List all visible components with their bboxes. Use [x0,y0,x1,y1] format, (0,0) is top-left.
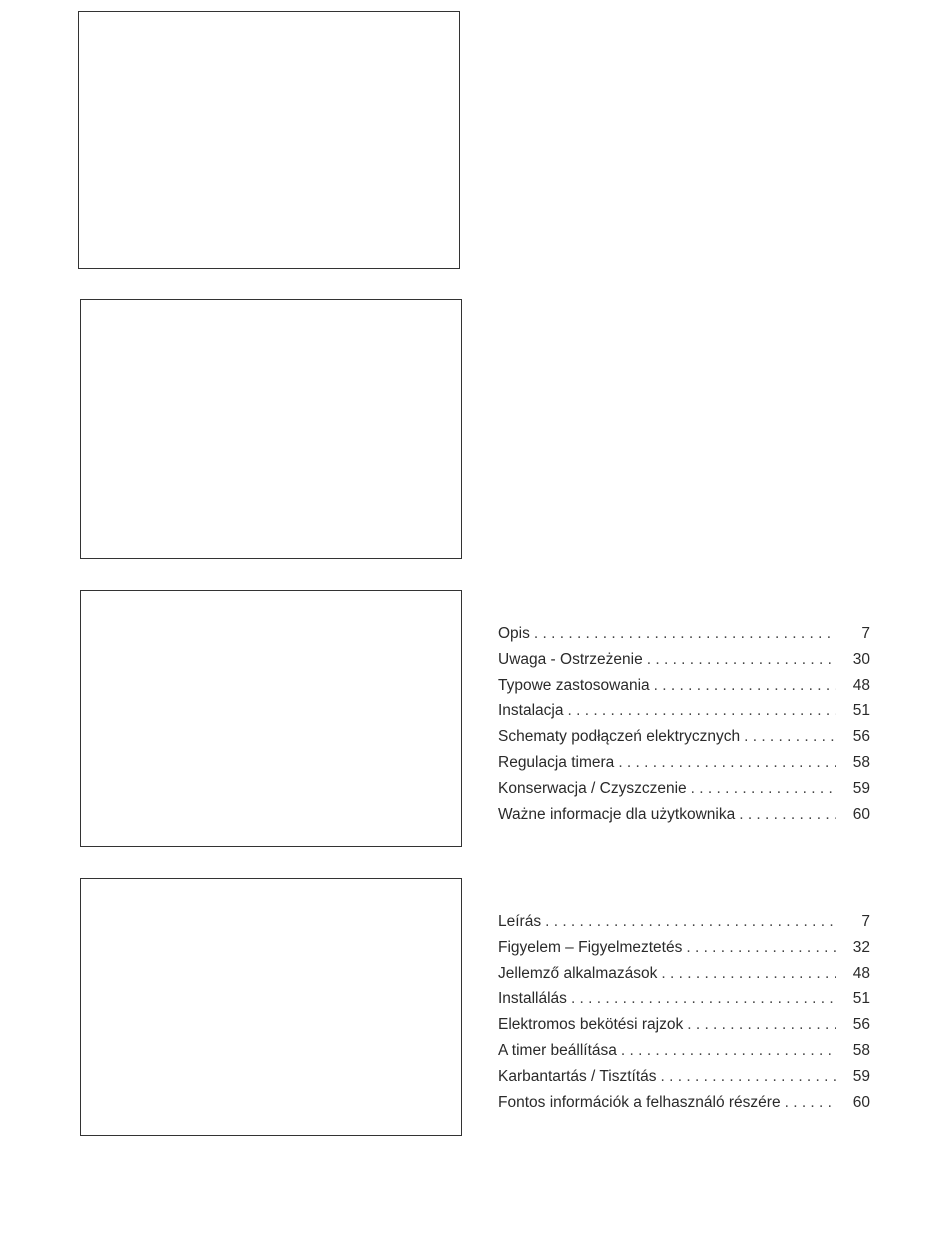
toc-dot-leader [545,909,836,935]
toc-entry-title: Installálás [498,986,571,1012]
toc-entry-title: Schematy podłączeń elektrycznych [498,724,744,750]
table-of-contents-polish [498,621,870,827]
toc-entry-title: Fontos információk a felhasználó részére [498,1090,785,1116]
toc-entry[interactable] [498,909,870,935]
toc-entry[interactable] [498,961,870,987]
toc-dot-leader [618,750,836,776]
toc-entry-page: 59 [852,779,870,797]
toc-entry[interactable] [498,1038,870,1064]
toc-dot-leader [687,1012,836,1038]
toc-entry-page: 32 [852,938,870,956]
toc-entry-page: 30 [852,650,870,668]
toc-dot-leader [621,1038,836,1064]
toc-entry-title: Elektromos bekötési rajzok [498,1012,687,1038]
toc-entry-page: 56 [852,728,870,746]
toc-entry-page: 7 [861,625,870,642]
toc-dot-leader [744,724,836,750]
toc-entry[interactable] [498,802,870,828]
toc-entry-title: Instalacja [498,698,567,724]
toc-dot-leader [534,621,836,647]
toc-entry-title: Typowe zastosowania [498,673,654,699]
toc-entry-page: 58 [852,753,870,771]
toc-entry-page: 56 [852,1016,870,1034]
toc-entry[interactable] [498,621,870,647]
toc-entry[interactable] [498,1064,870,1090]
toc-entry-title: Regulacja timera [498,750,618,776]
image-frame-1 [78,11,460,269]
toc-entry-page: 51 [852,990,870,1008]
toc-entry[interactable] [498,1012,870,1038]
toc-entry[interactable] [498,673,870,699]
toc-dot-leader [567,698,836,724]
toc-entry-title: Ważne informacje dla użytkownika [498,802,739,828]
table-of-contents-hungarian [498,909,870,1115]
toc-entry[interactable] [498,776,870,802]
image-frame-3 [80,590,462,847]
toc-entry-page: 48 [852,964,870,982]
toc-entry-title: Opis [498,621,534,647]
toc-dot-leader [691,776,836,802]
toc-dot-leader [661,1064,836,1090]
toc-dot-leader [739,802,836,828]
toc-entry[interactable] [498,935,870,961]
toc-entry[interactable] [498,724,870,750]
toc-dot-leader [785,1090,836,1116]
toc-entry-title: Konserwacja / Czyszczenie [498,776,691,802]
toc-entry[interactable] [498,750,870,776]
toc-entry-title: Leírás [498,909,545,935]
toc-entry-page: 60 [852,1093,870,1111]
toc-dot-leader [654,673,836,699]
toc-dot-leader [571,986,836,1012]
toc-entry-title: Figyelem – Figyelmeztetés [498,935,686,961]
image-frame-4 [80,878,462,1136]
toc-entry-title: A timer beállítása [498,1038,621,1064]
toc-dot-leader [647,647,836,673]
toc-entry[interactable] [498,647,870,673]
toc-entry-page: 51 [852,702,870,720]
toc-entry[interactable] [498,1090,870,1116]
toc-entry-title: Jellemző alkalmazások [498,961,661,987]
toc-dot-leader [686,935,836,961]
toc-entry-page: 59 [852,1067,870,1085]
toc-entry-title: Karbantartás / Tisztítás [498,1064,661,1090]
toc-entry-page: 7 [861,913,870,930]
toc-dot-leader [661,961,836,987]
toc-entry-title: Uwaga - Ostrzeżenie [498,647,647,673]
toc-entry[interactable] [498,698,870,724]
toc-entry[interactable] [498,986,870,1012]
image-frame-2 [80,299,462,559]
toc-entry-page: 60 [852,805,870,823]
toc-entry-page: 58 [852,1041,870,1059]
toc-entry-page: 48 [852,676,870,694]
